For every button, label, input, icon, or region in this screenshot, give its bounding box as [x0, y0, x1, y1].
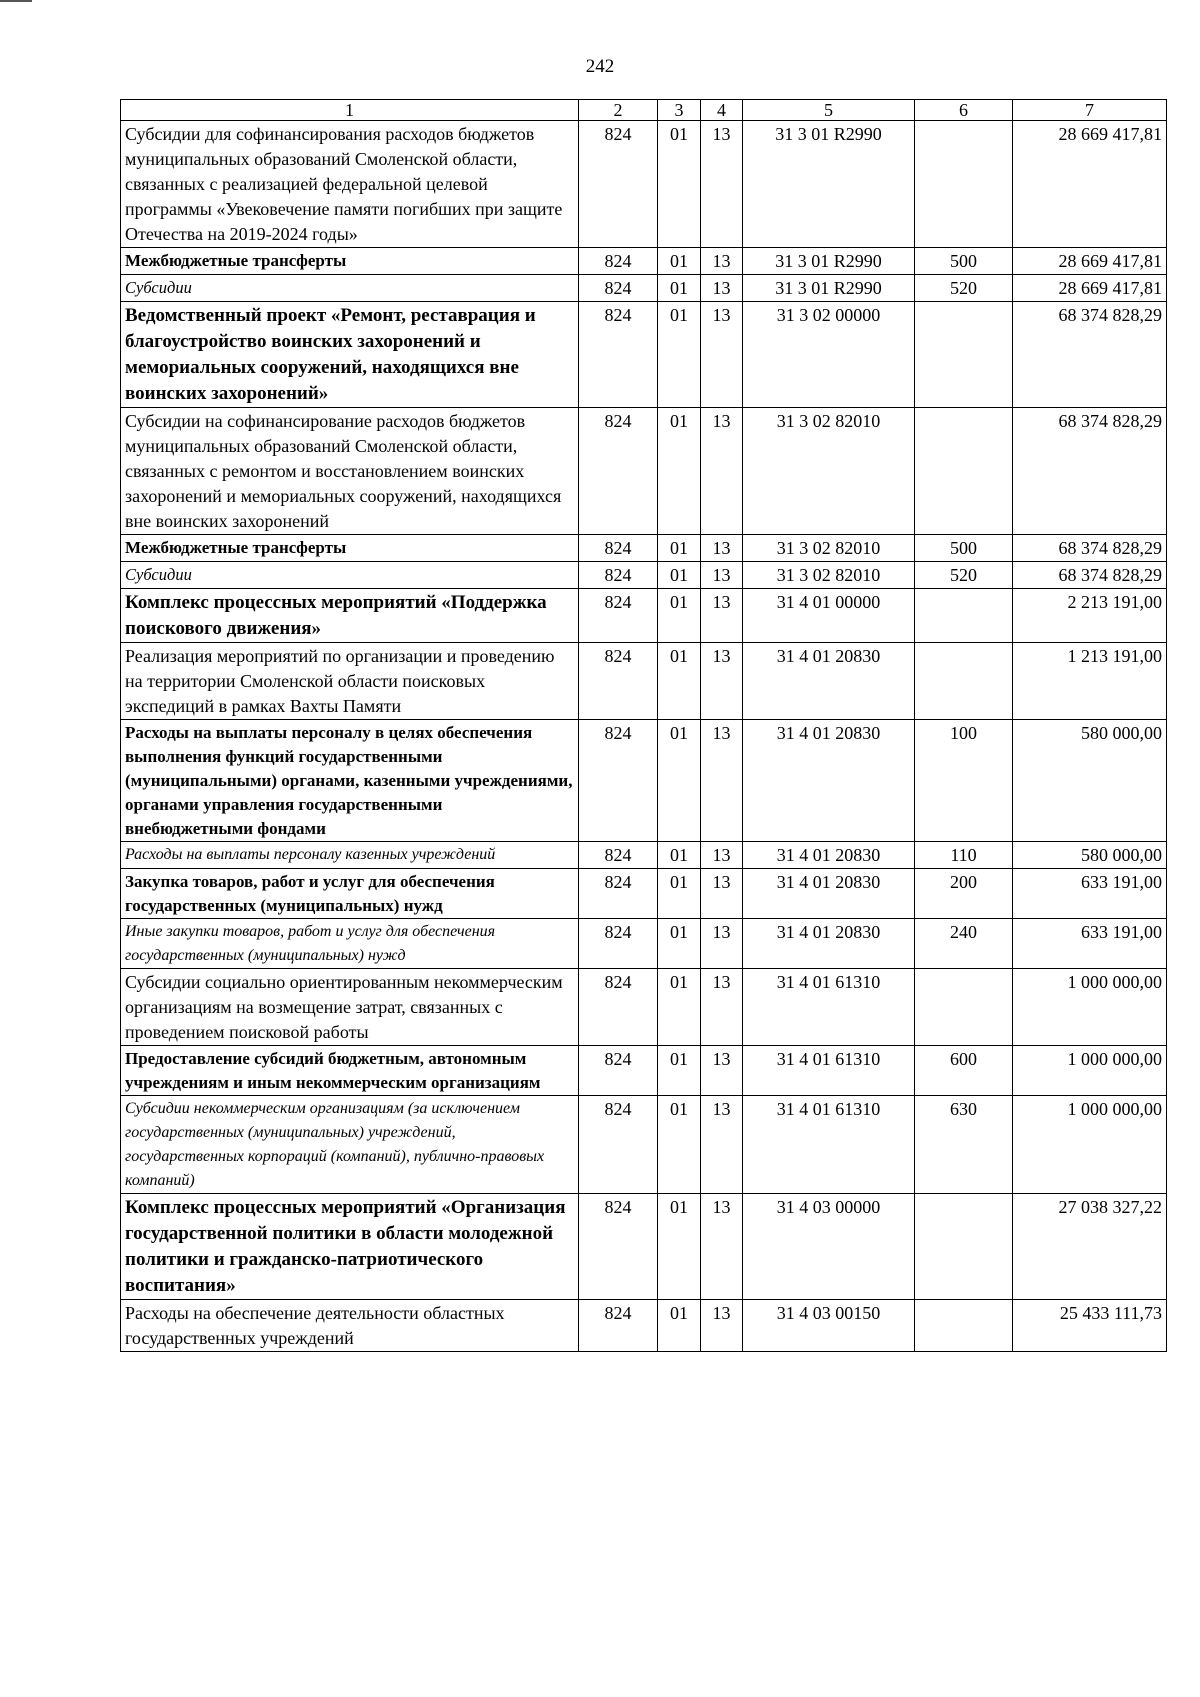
cell-ministry: 824	[579, 1046, 658, 1096]
cell-expense-type	[915, 121, 1013, 248]
cell-section: 01	[658, 643, 701, 720]
cell-target-code: 31 4 01 20830	[743, 869, 915, 919]
cell-section: 01	[658, 408, 701, 535]
cell-amount: 1 000 000,00	[1013, 969, 1167, 1046]
cell-target-code: 31 4 01 20830	[743, 720, 915, 842]
cell-subsection: 13	[701, 589, 743, 643]
cell-section: 01	[658, 121, 701, 248]
table-row	[121, 720, 1167, 842]
cell-section: 01	[658, 969, 701, 1046]
column-header: 3	[658, 100, 701, 121]
column-header: 4	[701, 100, 743, 121]
cell-expense-type	[915, 1300, 1013, 1352]
cell-expense-type: 520	[915, 275, 1013, 302]
cell-amount: 27 038 327,22	[1013, 1194, 1167, 1300]
cell-ministry: 824	[579, 643, 658, 720]
cell-section: 01	[658, 248, 701, 275]
cell-target-code: 31 4 01 20830	[743, 842, 915, 869]
cell-expense-type: 500	[915, 535, 1013, 562]
table-row	[121, 589, 1167, 643]
cell-subsection: 13	[701, 1046, 743, 1096]
table-row	[121, 248, 1167, 275]
table-row	[121, 643, 1167, 720]
row-name: Расходы на обеспечение деятельности областных государственных учреждений	[121, 1300, 579, 1352]
cell-ministry: 824	[579, 720, 658, 842]
cell-section: 01	[658, 842, 701, 869]
table-row	[121, 562, 1167, 589]
cell-ministry: 824	[579, 535, 658, 562]
cell-subsection: 13	[701, 919, 743, 969]
cell-target-code: 31 4 01 61310	[743, 1046, 915, 1096]
cell-amount: 28 669 417,81	[1013, 275, 1167, 302]
cell-amount: 68 374 828,29	[1013, 302, 1167, 408]
cell-section: 01	[658, 1046, 701, 1096]
cell-expense-type	[915, 1194, 1013, 1300]
cell-target-code: 31 3 02 82010	[743, 408, 915, 535]
cell-target-code: 31 4 01 20830	[743, 919, 915, 969]
column-header: 2	[579, 100, 658, 121]
row-name: Расходы на выплаты персоналу в целях обеспечения выполнения функций государственными (муниципальными) органами, казенными учреждениями, органами управления государственными внебюджетными фондами	[121, 720, 579, 842]
table-row	[121, 121, 1167, 248]
cell-expense-type	[915, 589, 1013, 643]
table-row	[121, 1046, 1167, 1096]
cell-amount: 633 191,00	[1013, 869, 1167, 919]
column-header: 1	[121, 100, 579, 121]
cell-amount: 633 191,00	[1013, 919, 1167, 969]
cell-subsection: 13	[701, 1300, 743, 1352]
cell-section: 01	[658, 1300, 701, 1352]
table-row	[121, 1300, 1167, 1352]
row-name: Субсидии на софинансирование расходов бюджетов муниципальных образований Смоленской области, связанных с ремонтом и восстановлением воинских захоронений и мемориальных сооружений, находящихся вне воинских захоронений	[121, 408, 579, 535]
cell-subsection: 13	[701, 275, 743, 302]
cell-expense-type: 240	[915, 919, 1013, 969]
cell-expense-type	[915, 643, 1013, 720]
cell-section: 01	[658, 1096, 701, 1194]
cell-amount: 68 374 828,29	[1013, 408, 1167, 535]
row-name: Ведомственный проект «Ремонт, реставрация и благоустройство воинских захоронений и мемориальных сооружений, находящихся вне воинских захоронений»	[121, 302, 579, 408]
cell-amount: 68 374 828,29	[1013, 535, 1167, 562]
cell-target-code: 31 3 01 R2990	[743, 121, 915, 248]
cell-subsection: 13	[701, 302, 743, 408]
cell-section: 01	[658, 275, 701, 302]
row-name: Субсидии	[121, 275, 579, 302]
row-name: Иные закупки товаров, работ и услуг для обеспечения государственных (муниципальных) нужд	[121, 919, 579, 969]
table-row	[121, 842, 1167, 869]
cell-section: 01	[658, 869, 701, 919]
cell-ministry: 824	[579, 275, 658, 302]
cell-ministry: 824	[579, 1096, 658, 1194]
cell-expense-type: 200	[915, 869, 1013, 919]
cell-amount: 2 213 191,00	[1013, 589, 1167, 643]
cell-target-code: 31 4 01 00000	[743, 589, 915, 643]
table-row	[121, 1096, 1167, 1194]
column-header: 6	[915, 100, 1013, 121]
cell-ministry: 824	[579, 1300, 658, 1352]
table-row	[121, 919, 1167, 969]
cell-section: 01	[658, 919, 701, 969]
cell-ministry: 824	[579, 589, 658, 643]
table-row	[121, 302, 1167, 408]
cell-amount: 1 000 000,00	[1013, 1096, 1167, 1194]
header-row	[121, 100, 1167, 121]
cell-target-code: 31 3 02 00000	[743, 302, 915, 408]
cell-target-code: 31 4 03 00000	[743, 1194, 915, 1300]
column-header: 5	[743, 100, 915, 121]
table-row	[121, 275, 1167, 302]
row-name: Субсидии некоммерческим организациям (за исключением государственных (муниципальных) учреждений, государственных корпораций (компаний), публично-правовых компаний)	[121, 1096, 579, 1194]
cell-target-code: 31 4 01 61310	[743, 1096, 915, 1194]
row-name: Межбюджетные трансферты	[121, 248, 579, 275]
cell-subsection: 13	[701, 248, 743, 275]
cell-amount: 1 000 000,00	[1013, 1046, 1167, 1096]
cell-target-code: 31 3 02 82010	[743, 562, 915, 589]
cell-subsection: 13	[701, 842, 743, 869]
cell-ministry: 824	[579, 121, 658, 248]
cell-ministry: 824	[579, 842, 658, 869]
cell-amount: 28 669 417,81	[1013, 248, 1167, 275]
row-name: Реализация мероприятий по организации и проведению на территории Смоленской области поисковых экспедиций в рамках Вахты Памяти	[121, 643, 579, 720]
cell-expense-type: 630	[915, 1096, 1013, 1194]
cell-expense-type: 500	[915, 248, 1013, 275]
cell-target-code: 31 4 01 20830	[743, 643, 915, 720]
cell-amount: 1 213 191,00	[1013, 643, 1167, 720]
cell-section: 01	[658, 535, 701, 562]
row-name: Субсидии социально ориентированным некоммерческим организациям на возмещение затрат, связанных с проведением поисковой работы	[121, 969, 579, 1046]
cell-ministry: 824	[579, 919, 658, 969]
row-name: Субсидии для софинансирования расходов бюджетов муниципальных образований Смоленской области, связанных с реализацией федеральной целевой программы «Увековечение памяти погибших при защите Отечества на 2019-2024 годы»	[121, 121, 579, 248]
cell-expense-type: 110	[915, 842, 1013, 869]
row-name: Закупка товаров, работ и услуг для обеспечения государственных (муниципальных) нужд	[121, 869, 579, 919]
cell-section: 01	[658, 589, 701, 643]
cell-expense-type	[915, 969, 1013, 1046]
cell-expense-type	[915, 302, 1013, 408]
cell-ministry: 824	[579, 562, 658, 589]
cell-amount: 580 000,00	[1013, 842, 1167, 869]
cell-subsection: 13	[701, 869, 743, 919]
cell-expense-type	[915, 408, 1013, 535]
cell-amount: 580 000,00	[1013, 720, 1167, 842]
cell-subsection: 13	[701, 562, 743, 589]
row-name: Расходы на выплаты персоналу казенных учреждений	[121, 842, 579, 869]
cell-target-code: 31 3 01 R2990	[743, 275, 915, 302]
cell-section: 01	[658, 720, 701, 842]
cell-section: 01	[658, 302, 701, 408]
cell-target-code: 31 4 01 61310	[743, 969, 915, 1046]
row-name: Субсидии	[121, 562, 579, 589]
cell-ministry: 824	[579, 248, 658, 275]
cell-section: 01	[658, 562, 701, 589]
cell-subsection: 13	[701, 1194, 743, 1300]
cell-expense-type: 600	[915, 1046, 1013, 1096]
page-number: 242	[585, 56, 615, 77]
cell-expense-type: 100	[915, 720, 1013, 842]
cell-subsection: 13	[701, 408, 743, 535]
cell-target-code: 31 4 03 00150	[743, 1300, 915, 1352]
scan-mark	[0, 0, 32, 2]
budget-table	[120, 99, 1167, 1352]
cell-section: 01	[658, 1194, 701, 1300]
table-row	[121, 408, 1167, 535]
table-row	[121, 1194, 1167, 1300]
cell-ministry: 824	[579, 969, 658, 1046]
row-name: Комплекс процессных мероприятий «Организация государственной политики в области молодежной политики и гражданско-патриотического воспитания»	[121, 1194, 579, 1300]
row-name: Межбюджетные трансферты	[121, 535, 579, 562]
row-name: Предоставление субсидий бюджетным, автономным учреждениям и иным некоммерческим организациям	[121, 1046, 579, 1096]
cell-ministry: 824	[579, 869, 658, 919]
cell-amount: 68 374 828,29	[1013, 562, 1167, 589]
row-name: Комплекс процессных мероприятий «Поддержка поискового движения»	[121, 589, 579, 643]
table-row	[121, 535, 1167, 562]
cell-amount: 25 433 111,73	[1013, 1300, 1167, 1352]
cell-subsection: 13	[701, 535, 743, 562]
table-row	[121, 969, 1167, 1046]
cell-amount: 28 669 417,81	[1013, 121, 1167, 248]
column-header: 7	[1013, 100, 1167, 121]
cell-expense-type: 520	[915, 562, 1013, 589]
cell-ministry: 824	[579, 302, 658, 408]
cell-ministry: 824	[579, 408, 658, 535]
cell-subsection: 13	[701, 720, 743, 842]
cell-subsection: 13	[701, 1096, 743, 1194]
cell-ministry: 824	[579, 1194, 658, 1300]
cell-target-code: 31 3 01 R2990	[743, 248, 915, 275]
table-row	[121, 869, 1167, 919]
cell-target-code: 31 3 02 82010	[743, 535, 915, 562]
cell-subsection: 13	[701, 121, 743, 248]
cell-subsection: 13	[701, 643, 743, 720]
cell-subsection: 13	[701, 969, 743, 1046]
